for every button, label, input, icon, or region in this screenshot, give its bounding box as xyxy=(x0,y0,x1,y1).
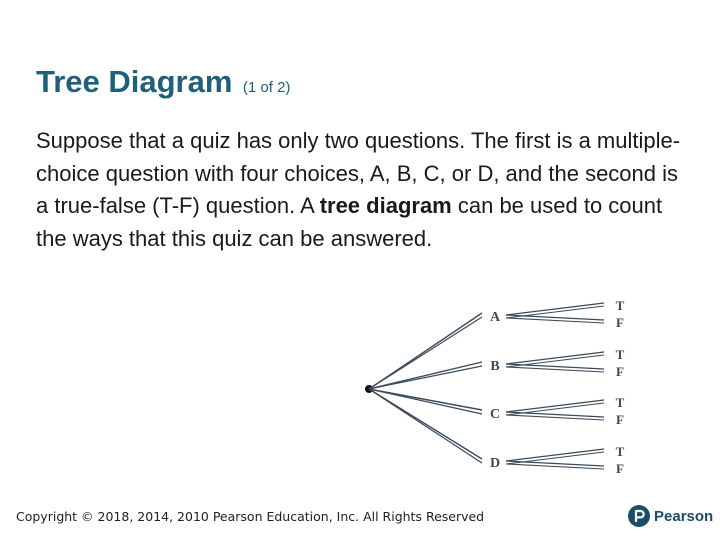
title-suffix: (1 of 2) xyxy=(242,79,291,96)
leaf-line xyxy=(506,449,604,461)
leaf-line xyxy=(506,400,604,412)
leaf-label: F xyxy=(616,461,624,476)
leaf-label: F xyxy=(616,315,624,330)
leaf-label: T xyxy=(615,347,625,362)
leaf-label: F xyxy=(616,364,624,379)
title-text: Tree Diagram xyxy=(36,64,233,99)
leaf-line xyxy=(506,303,604,315)
leaf-label: T xyxy=(615,444,625,459)
leaf-label: F xyxy=(616,412,624,427)
branch-label: C xyxy=(489,407,501,422)
body-text-start: Suppose that a quiz has only two questions. The first is a multiple-choice question with four choices, A, B, C, or D, and the second is a true-false (T-F) question. A xyxy=(36,128,681,218)
branch-label: A xyxy=(489,310,501,325)
leaf-line xyxy=(506,352,604,364)
branch-label: D xyxy=(489,456,501,471)
pearson-logo-icon xyxy=(628,505,650,527)
leaf-label: T xyxy=(615,395,625,410)
branch-line-shadow xyxy=(369,317,482,389)
pearson-logo-text: Pearson xyxy=(654,507,714,525)
pearson-logo xyxy=(628,505,713,527)
body-text-bold: tree diagram xyxy=(319,193,452,218)
copyright-notice: Copyright © 2018, 2014, 2010 Pearson Education, Inc. All Rights Reserved xyxy=(16,509,485,524)
branch-line-shadow xyxy=(369,389,482,414)
body-text-end: can be used to count the ways that this quiz can be answered. xyxy=(36,193,663,251)
leaf-label: T xyxy=(615,298,625,313)
branch-label: B xyxy=(490,359,500,374)
